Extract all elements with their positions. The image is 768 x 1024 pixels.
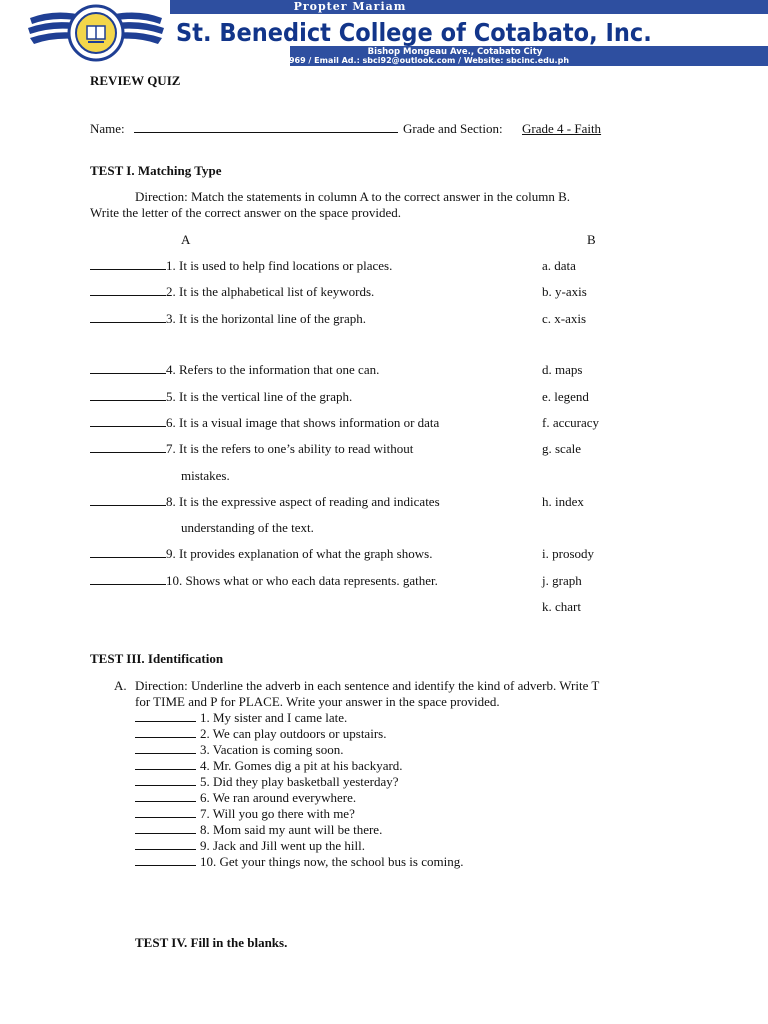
choice-item: j. graph bbox=[542, 573, 582, 588]
matching-item: 5. It is the vertical line of the graph. bbox=[166, 389, 353, 404]
test3-direction-cont: for TIME and P for PLACE. Write your answer in the space provided. bbox=[135, 694, 500, 709]
answer-blank[interactable] bbox=[135, 806, 196, 818]
identification-item: 4. Mr. Gomes dig a pit at his backyard. bbox=[200, 758, 403, 773]
choice-item: h. index bbox=[542, 494, 584, 509]
letterhead bbox=[0, 0, 768, 66]
matching-item: 1. It is used to help find locations or places. bbox=[166, 258, 393, 273]
test3-title: TEST III. Identification bbox=[90, 651, 224, 666]
name-blank[interactable] bbox=[134, 121, 398, 133]
answer-blank[interactable] bbox=[90, 258, 166, 270]
identification-item: 8. Mom said my aunt will be there. bbox=[200, 822, 383, 837]
answer-blank[interactable] bbox=[135, 790, 196, 802]
matching-item: 10. Shows what or who each data represents. gather. bbox=[166, 573, 438, 588]
matching-item: 6. It is a visual image that shows information or data bbox=[166, 415, 440, 430]
answer-blank[interactable] bbox=[135, 726, 196, 738]
matching-item-continuation: understanding of the text. bbox=[181, 520, 314, 535]
choice-item: d. maps bbox=[542, 362, 583, 377]
choice-item: f. accuracy bbox=[542, 415, 600, 430]
answer-blank[interactable] bbox=[90, 494, 166, 506]
choice-item: a. data bbox=[542, 258, 576, 273]
answer-blank[interactable] bbox=[90, 389, 166, 401]
matching-item: 9. It provides explanation of what the graph shows. bbox=[166, 546, 433, 561]
matching-item: 7. It is the refers to one’s ability to read without bbox=[166, 441, 414, 456]
college-contact: Tel No.: (064) 421-1969 / Email Ad.: sbci92@outlook.com / Website: sbcinc.edu.ph bbox=[200, 56, 570, 65]
matching-item-continuation: mistakes. bbox=[181, 468, 230, 483]
identification-item: 5. Did they play basketball yesterday? bbox=[200, 774, 399, 789]
school-motto: Propter Mariam bbox=[293, 0, 407, 13]
matching-item: 3. It is the horizontal line of the graph. bbox=[166, 311, 367, 326]
grade-section-value: Grade 4 - Faith bbox=[522, 121, 602, 136]
answer-blank[interactable] bbox=[135, 854, 196, 866]
identification-item: 3. Vacation is coming soon. bbox=[200, 742, 344, 757]
column-a-header: A bbox=[181, 232, 191, 247]
school-seal-icon bbox=[26, 2, 166, 64]
test3-direction: Direction: Underline the adverb in each sentence and identify the kind of adverb. Write T bbox=[135, 678, 600, 693]
grade-section-label: Grade and Section: bbox=[403, 121, 503, 136]
identification-item: 7. Will you go there with me? bbox=[200, 806, 355, 821]
answer-blank[interactable] bbox=[135, 742, 196, 754]
identification-item: 9. Jack and Jill went up the hill. bbox=[200, 838, 366, 853]
choice-item: i. prosody bbox=[542, 546, 594, 561]
answer-blank[interactable] bbox=[90, 311, 166, 323]
choice-item: k. chart bbox=[542, 599, 581, 614]
answer-blank[interactable] bbox=[135, 838, 196, 850]
identification-item: 2. We can play outdoors or upstairs. bbox=[200, 726, 387, 741]
identification-item: 10. Get your things now, the school bus is coming. bbox=[200, 854, 464, 869]
column-b-header: B bbox=[587, 232, 596, 247]
answer-blank[interactable] bbox=[135, 758, 196, 770]
answer-blank[interactable] bbox=[135, 774, 196, 786]
name-label: Name: bbox=[90, 121, 125, 136]
test1-direction: Direction: Match the statements in column A to the correct answer in the column B. bbox=[135, 189, 571, 204]
identification-item: 1. My sister and I came late. bbox=[200, 710, 348, 725]
quiz-title: REVIEW QUIZ bbox=[90, 73, 181, 88]
college-name: St. Benedict College of Cotabato, Inc. bbox=[176, 18, 652, 48]
answer-blank[interactable] bbox=[135, 710, 196, 722]
choice-item: e. legend bbox=[542, 389, 589, 404]
test4-title: TEST IV. Fill in the blanks. bbox=[135, 935, 288, 950]
answer-blank[interactable] bbox=[90, 441, 166, 453]
answer-blank[interactable] bbox=[90, 415, 166, 427]
choice-item: b. y-axis bbox=[542, 284, 587, 299]
test1-title: TEST I. Matching Type bbox=[90, 163, 222, 178]
answer-blank[interactable] bbox=[90, 573, 166, 585]
matching-item: 2. It is the alphabetical list of keywords. bbox=[166, 284, 375, 299]
test3-part-letter: A. bbox=[114, 678, 127, 693]
identification-item: 6. We ran around everywhere. bbox=[200, 790, 357, 805]
answer-blank[interactable] bbox=[90, 546, 166, 558]
test1-direction-cont: Write the letter of the correct answer on the space provided. bbox=[90, 205, 401, 220]
choice-item: c. x-axis bbox=[542, 311, 587, 326]
matching-item: 8. It is the expressive aspect of reading and indicates bbox=[166, 494, 440, 509]
answer-blank[interactable] bbox=[90, 362, 166, 374]
choice-item: g. scale bbox=[542, 441, 581, 456]
matching-item: 4. Refers to the information that one can. bbox=[166, 362, 380, 377]
college-address: Bishop Mongeau Ave., Cotabato City bbox=[367, 47, 543, 57]
answer-blank[interactable] bbox=[135, 822, 196, 834]
answer-blank[interactable] bbox=[90, 284, 166, 296]
